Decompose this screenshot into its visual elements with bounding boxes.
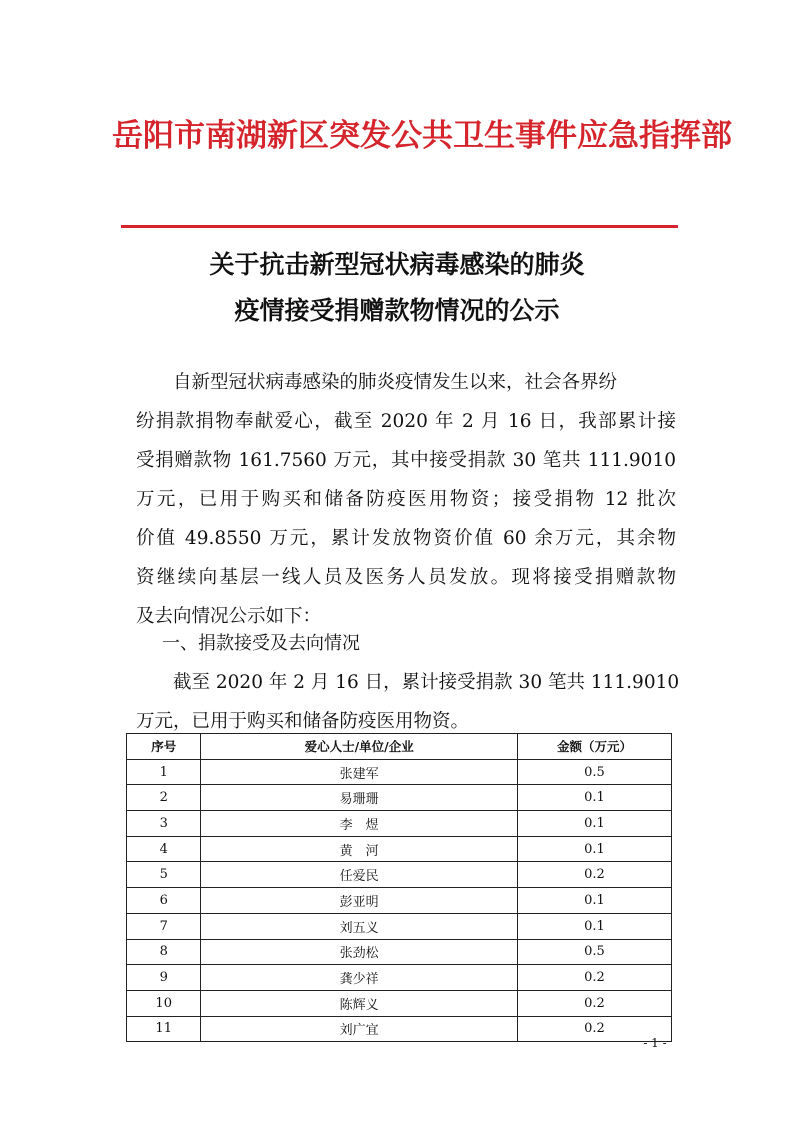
table-row — [127, 990, 672, 1016]
table-row — [127, 939, 672, 965]
red-divider-line — [121, 225, 678, 228]
donor-name: 张建军 — [201, 759, 518, 785]
donation-amount: 0.1 — [517, 785, 671, 811]
row-number: 3 — [127, 811, 201, 837]
donor-name: 张劲松 — [201, 939, 518, 965]
row-number: 8 — [127, 939, 201, 965]
document-title-line-1: 关于抗击新型冠状病毒感染的肺炎 — [209, 250, 585, 279]
table-row — [127, 862, 672, 888]
page-number: - 1 - — [643, 1036, 667, 1050]
donation-amount: 0.2 — [517, 990, 671, 1016]
row-number: 9 — [127, 965, 201, 991]
intro-line: 纷捐款捐物奉献爱心，截至 2020 年 2 月 16 日，我部累计接 — [136, 411, 676, 432]
donation-amount: 0.1 — [517, 913, 671, 939]
row-number: 5 — [127, 862, 201, 888]
document-header-title: 岳阳市南湖新区突发公共卫生事件应急指挥部 — [112, 118, 732, 154]
donor-name: 李 煜 — [201, 811, 518, 837]
donation-amount: 0.2 — [517, 862, 671, 888]
row-number: 10 — [127, 990, 201, 1016]
donor-name: 任爱民 — [201, 862, 518, 888]
section-heading: 一、捐款接受及去向情况 — [162, 633, 360, 654]
section-line: 截至 2020 年 2 月 16 日，累计接受捐款 30 笔共 111.9010 — [173, 672, 680, 693]
donor-name: 刘广宜 — [201, 1016, 518, 1042]
row-number: 2 — [127, 785, 201, 811]
row-number: 4 — [127, 836, 201, 862]
document-title-line-2: 疫情接受捐赠款物情况的公示 — [234, 296, 560, 325]
section-line: 万元，已用于购买和储备防疫医用物资。 — [136, 711, 470, 732]
donation-table — [126, 733, 672, 1042]
table-row — [127, 811, 672, 837]
table-row — [127, 888, 672, 914]
table-row — [127, 913, 672, 939]
table-row — [127, 836, 672, 862]
intro-line: 受捐赠款物 161.7560 万元，其中接受捐款 30 笔共 111.9010 — [136, 450, 676, 471]
column-header-donor: 爱心人士/单位/企业 — [201, 734, 518, 760]
donation-amount: 0.5 — [517, 759, 671, 785]
donor-name: 龚少祥 — [201, 965, 518, 991]
section-paragraph — [136, 663, 680, 741]
intro-paragraph — [136, 363, 676, 636]
intro-line: 万元，已用于购买和储备防疫医用物资；接受捐物 12 批次 — [136, 489, 676, 510]
donor-name: 刘五义 — [201, 913, 518, 939]
table-row — [127, 759, 672, 785]
table-header-row — [127, 734, 672, 760]
donation-amount: 0.2 — [517, 1016, 671, 1042]
intro-line: 及去向情况公示如下： — [136, 606, 322, 627]
column-header-number: 序号 — [127, 734, 201, 760]
row-number: 6 — [127, 888, 201, 914]
donor-name: 彭亚明 — [201, 888, 518, 914]
intro-line: 自新型冠状病毒感染的肺炎疫情发生以来，社会各界纷 — [173, 372, 618, 393]
donor-name: 易珊珊 — [201, 785, 518, 811]
table-row — [127, 1016, 672, 1042]
donation-amount: 0.1 — [517, 836, 671, 862]
row-number: 11 — [127, 1016, 201, 1042]
donation-amount: 0.1 — [517, 811, 671, 837]
donation-amount: 0.5 — [517, 939, 671, 965]
intro-line: 资继续向基层一线人员及医务人员发放。现将接受捐赠款物 — [136, 567, 676, 588]
document-title — [100, 242, 694, 334]
intro-line: 价值 49.8550 万元，累计发放物资价值 60 余万元，其余物 — [136, 528, 676, 549]
donor-name: 黄 河 — [201, 836, 518, 862]
donation-amount: 0.2 — [517, 965, 671, 991]
row-number: 1 — [127, 759, 201, 785]
donation-amount: 0.1 — [517, 888, 671, 914]
donor-name: 陈辉义 — [201, 990, 518, 1016]
table-row — [127, 785, 672, 811]
row-number: 7 — [127, 913, 201, 939]
table-row — [127, 965, 672, 991]
column-header-amount: 金额（万元） — [517, 734, 671, 760]
